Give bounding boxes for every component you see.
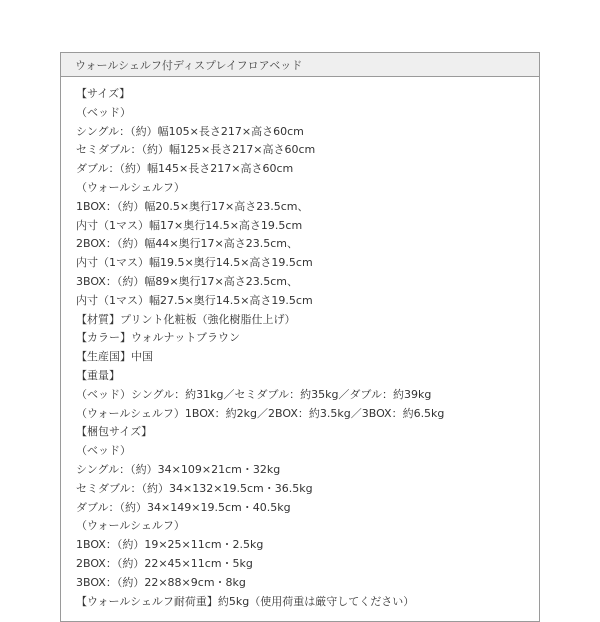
spec-line-package-double: ダブル：（約）34×149×19.5cm・40.5kg [76, 500, 291, 514]
spec-line-3box-size: 3BOX：（約）幅89×奥行17×高さ23.5cm、 [76, 274, 299, 288]
spec-line-shelf-heading: （ウォールシェルフ） [76, 180, 185, 194]
spec-line-double-size: ダブル：（約）幅145×長さ217×高さ60cm [76, 162, 294, 176]
spec-body [61, 77, 539, 611]
spec-line-bed-weight: （ベッド）シングル：約31kg／セミダブル：約35kg／ダブル：約39kg [76, 387, 432, 401]
spec-line-origin: 【生産国】中国 [76, 350, 153, 364]
spec-line-package-heading: 【梱包サイズ】 [76, 425, 153, 439]
spec-line-1box-size: 1BOX：（約）幅20.5×奥行17×高さ23.5cm、 [76, 199, 309, 213]
spec-line-load-capacity: 【ウォールシェルフ耐荷重】約5kg（使用荷重は厳守してください） [76, 594, 415, 608]
spec-line-shelf-weight: （ウォールシェルフ）1BOX：約2kg／2BOX：約3.5kg／3BOX：約6.5kg [76, 406, 445, 420]
spec-header [61, 53, 539, 77]
spec-line-2box-inner: 内寸（1マス）幅19.5×奥行14.5×高さ19.5cm [76, 256, 313, 270]
spec-table [60, 52, 540, 622]
spec-line-package-1box: 1BOX：（約）19×25×11cm・2.5kg [76, 538, 264, 552]
spec-title: ウォールシェルフ付ディスプレイフロアベッド [75, 58, 303, 72]
spec-line-single-size: シングル：（約）幅105×長さ217×高さ60cm [76, 124, 304, 138]
spec-line-color: 【カラー】ウォルナットブラウン [76, 331, 241, 345]
spec-line-bed-heading: （ベッド） [76, 105, 131, 119]
spec-line-3box-inner: 内寸（1マス）幅27.5×奥行14.5×高さ19.5cm [76, 293, 313, 307]
spec-line-package-2box: 2BOX：（約）22×45×11cm・5kg [76, 556, 253, 570]
spec-line-2box-size: 2BOX：（約）幅44×奥行17×高さ23.5cm、 [76, 237, 299, 251]
spec-line-package-3box: 3BOX：（約）22×88×9cm・8kg [76, 575, 246, 589]
spec-line-material: 【材質】プリント化粧板（強化樹脂仕上げ） [76, 312, 296, 326]
spec-line-semidouble-size: セミダブル：（約）幅125×長さ217×高さ60cm [76, 143, 316, 157]
spec-line-package-semidouble: セミダブル：（約）34×132×19.5cm・36.5kg [76, 481, 313, 495]
spec-line-1box-inner: 内寸（1マス）幅17×奥行14.5×高さ19.5cm [76, 218, 303, 232]
spec-line-package-shelf-heading: （ウォールシェルフ） [76, 519, 185, 533]
spec-line-weight-heading: 【重量】 [76, 368, 120, 382]
spec-line-package-bed-heading: （ベッド） [76, 444, 131, 458]
spec-line-package-single: シングル：（約）34×109×21cm・32kg [76, 462, 281, 476]
spec-line-size-heading: 【サイズ】 [76, 87, 131, 100]
